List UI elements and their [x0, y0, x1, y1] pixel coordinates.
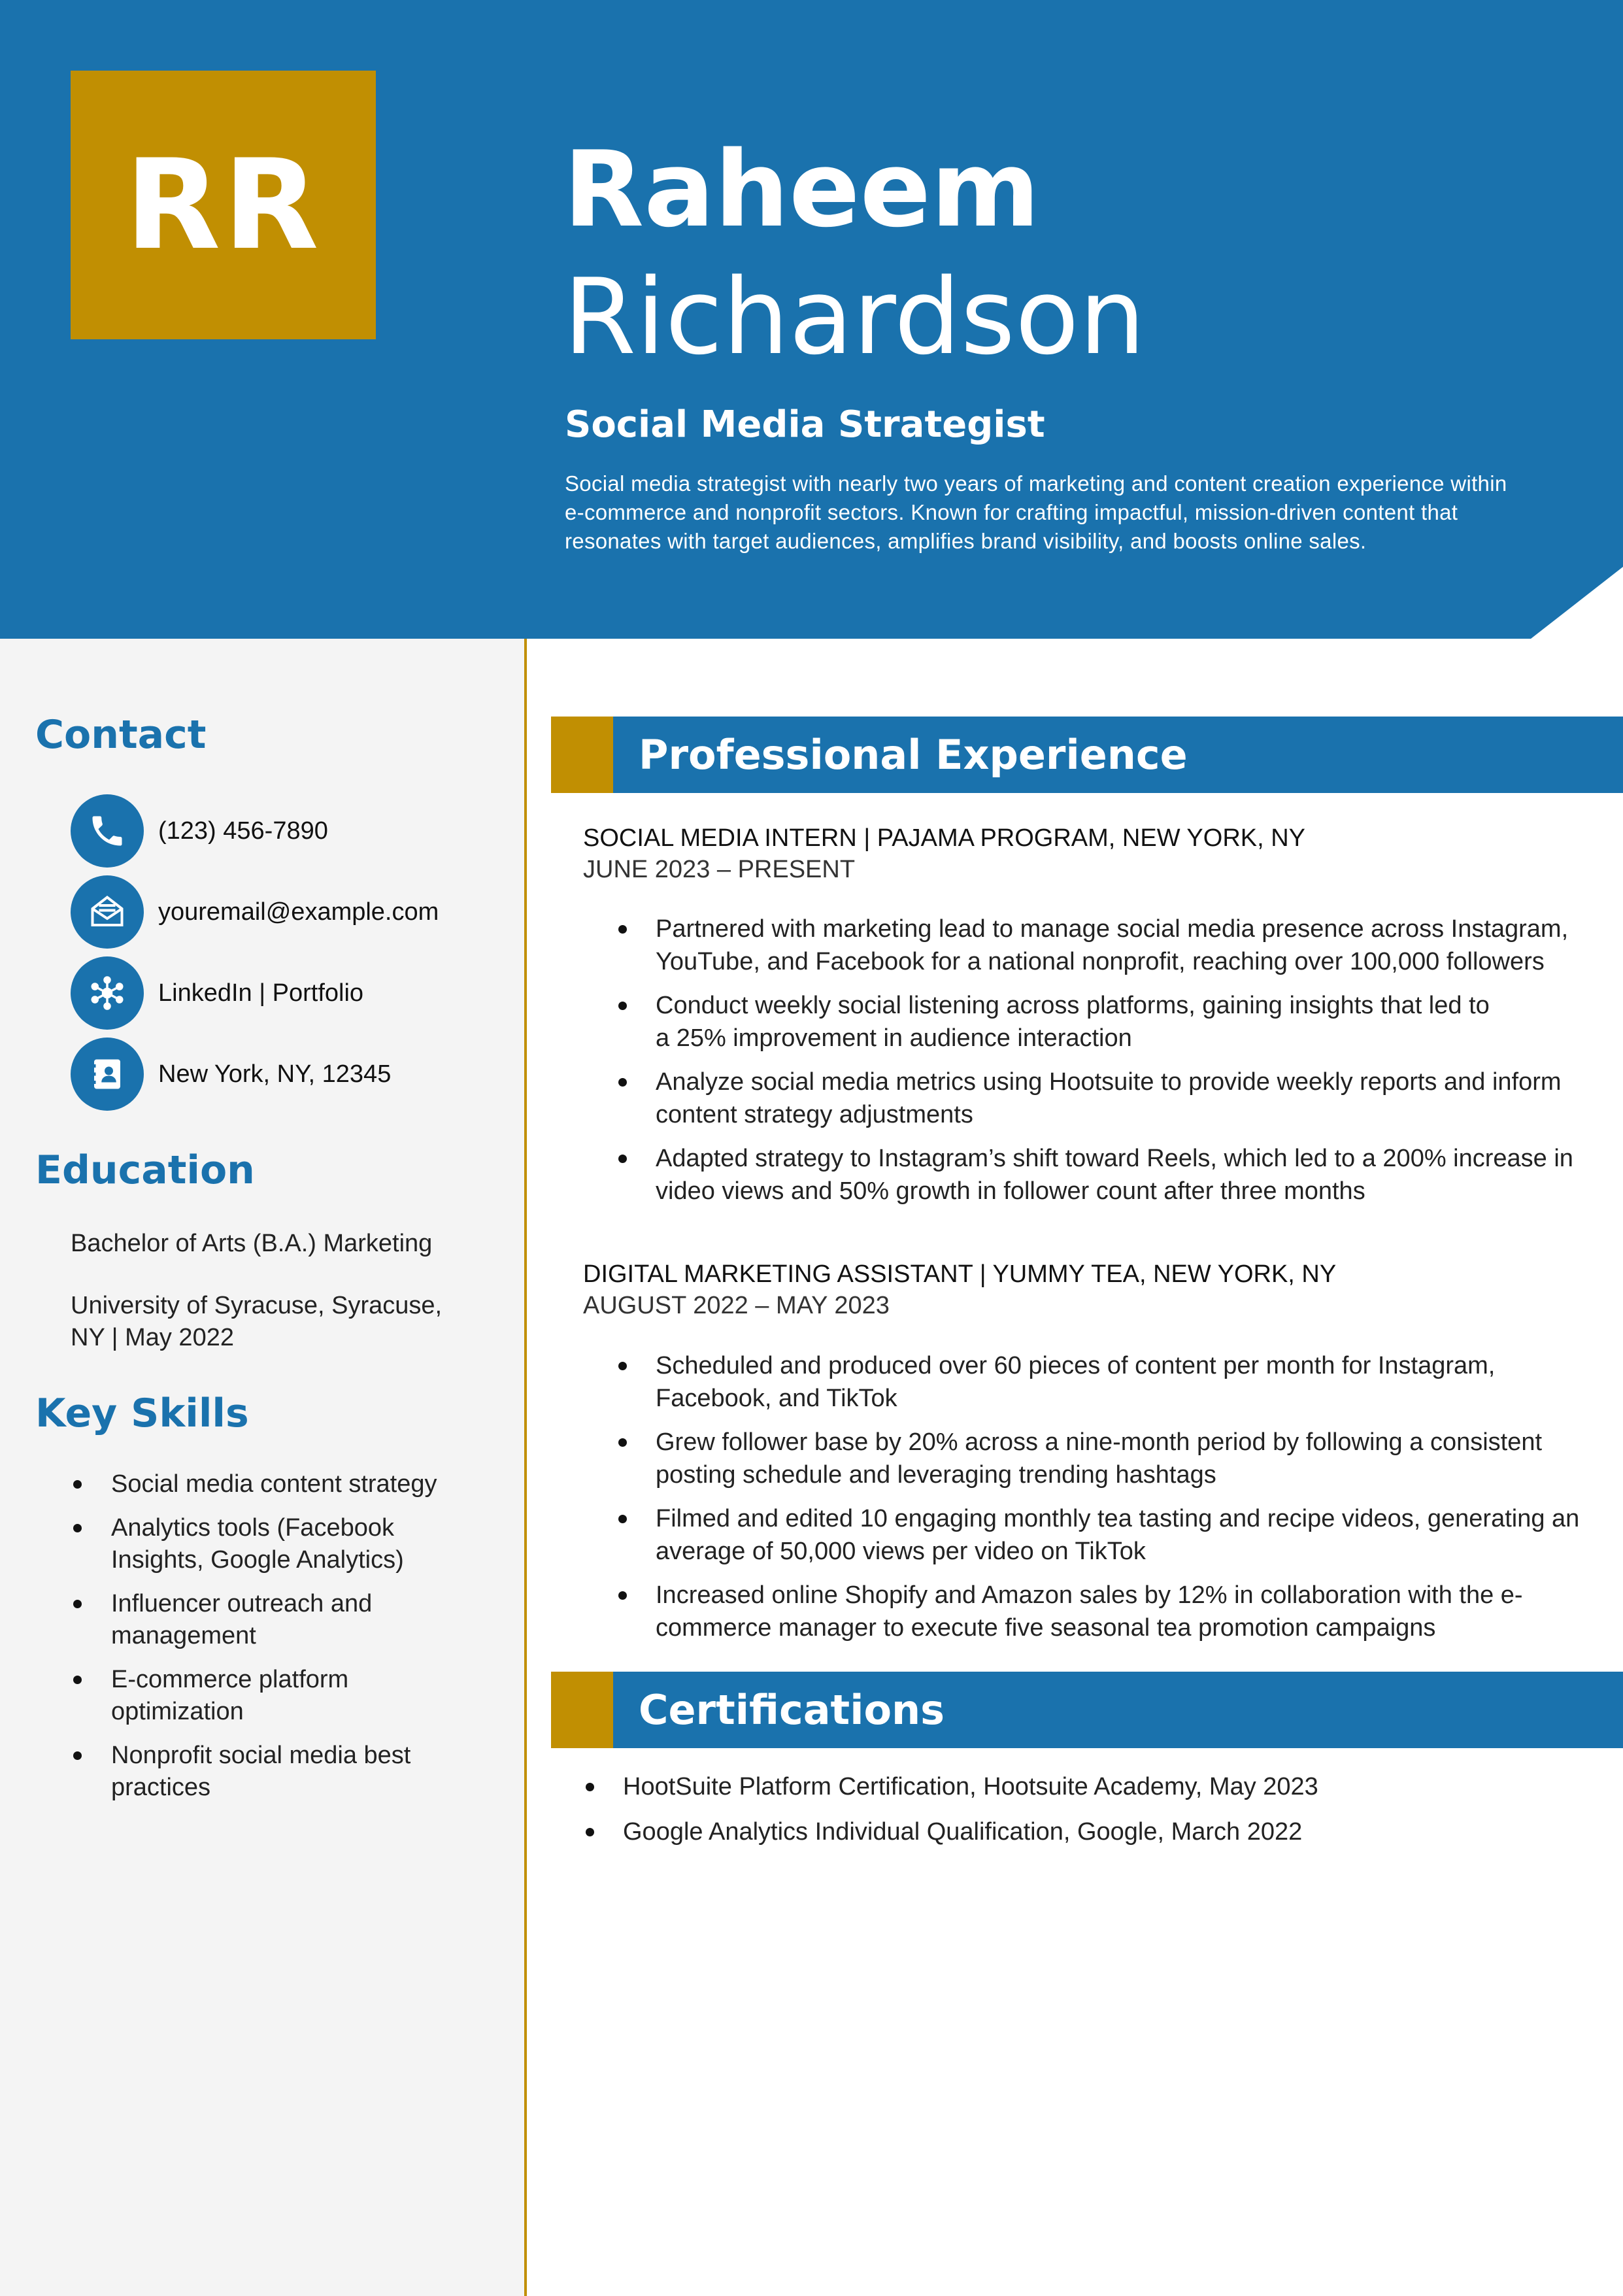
contact-address-text: New York, NY, 12345 [158, 1060, 392, 1088]
list-item: Analytics tools (Facebook Insights, Google Analytics) [71, 1512, 438, 1576]
contact-links-text: LinkedIn | Portfolio [158, 979, 364, 1007]
skills-list [71, 1468, 495, 1815]
list-item: Google Analytics Individual Qualification, Google, March 2022 [582, 1815, 1588, 1848]
list-item: Grew follower base by 20% across a nine-month period by following a consistent posting schedule and leveraging trending hashtags [614, 1426, 1601, 1491]
email-icon [71, 875, 144, 949]
education-heading: Education [35, 1147, 255, 1193]
summary-text: Social media strategist with nearly two years of marketing and content creation experience within e-commerce and nonprofit sectors. Known for crafting impactful, mission-driven content that resonates with target audiences, amplifies brand visibility, and boosts online sales. [565, 471, 1507, 553]
education-school: University of Syracuse, Syracuse, NY | May 2022 [71, 1292, 443, 1351]
certifications-heading: Certifications [639, 1686, 945, 1734]
column-divider [524, 639, 527, 2296]
list-item: Analyze social media metrics using Hootsuite to provide weekly reports and inform content strategy adjustments [614, 1066, 1601, 1131]
job-1-dates: JUNE 2023 – PRESENT [583, 856, 856, 883]
section-accent [551, 717, 613, 793]
first-name: Raheem [563, 128, 1040, 250]
contact-email-text: youremail@example.com [158, 898, 439, 926]
last-name: Richardson [563, 256, 1146, 378]
list-item: HootSuite Platform Certification, Hootsuite Academy, May 2023 [582, 1770, 1588, 1803]
job-1-title: SOCIAL MEDIA INTERN | PAJAMA PROGRAM, NEW YORK, NY [583, 824, 1306, 852]
certifications-section-header [551, 1672, 1623, 1748]
network-icon [71, 956, 144, 1030]
list-item: Partnered with marketing lead to manage social media presence across Instagram, YouTube, and Facebook for a national nonprofit, reaching over 100,000 followers [614, 913, 1601, 978]
skills-heading: Key Skills [35, 1391, 249, 1436]
list-item: E-commerce platform optimization [71, 1664, 438, 1728]
list-item: Influencer outreach and management [71, 1588, 438, 1652]
job-2-title: DIGITAL MARKETING ASSISTANT | YUMMY TEA, NEW YORK, NY [583, 1260, 1337, 1288]
job-2-dates: AUGUST 2022 – MAY 2023 [583, 1292, 890, 1319]
contact-email[interactable] [71, 875, 439, 949]
list-item: Increased online Shopify and Amazon sales by 12% in collaboration with the e-commerce manager to execute five seasonal tea promotion campaigns [614, 1579, 1597, 1644]
contact-phone[interactable] [71, 794, 328, 868]
education-degree: Bachelor of Arts (B.A.) Marketing [71, 1230, 433, 1257]
list-item: Nonprofit social media best practices [71, 1740, 451, 1804]
address-card-icon [71, 1038, 144, 1111]
contact-links[interactable] [71, 956, 363, 1030]
list-item: Conduct weekly social listening across platforms, gaining insights that led to a 25% improvement in audience interaction [614, 989, 1505, 1055]
experience-heading: Professional Experience [639, 731, 1188, 779]
list-item: Filmed and edited 10 engaging monthly tea tasting and recipe videos, generating an average of 50,000 views per video on TikTok [614, 1502, 1601, 1568]
contact-address[interactable] [71, 1038, 391, 1111]
phone-icon [71, 794, 144, 868]
contact-heading: Contact [35, 712, 207, 758]
contact-phone-text: (123) 456-7890 [158, 817, 328, 845]
job-2-bullets [614, 1349, 1601, 1655]
monogram-badge: RR [71, 71, 376, 339]
certifications-list [582, 1770, 1588, 1861]
experience-section-header [551, 717, 1623, 793]
job-title: Social Media Strategist [565, 403, 1045, 446]
section-accent [551, 1672, 613, 1748]
list-item: Social media content strategy [71, 1468, 495, 1500]
job-1-bullets [614, 913, 1601, 1219]
list-item: Scheduled and produced over 60 pieces of content per month for Instagram, Facebook, and TikTok [614, 1349, 1571, 1415]
list-item: Adapted strategy to Instagram’s shift toward Reels, which led to a 200% increase in video views and 50% growth in follower count after three months [614, 1142, 1616, 1207]
